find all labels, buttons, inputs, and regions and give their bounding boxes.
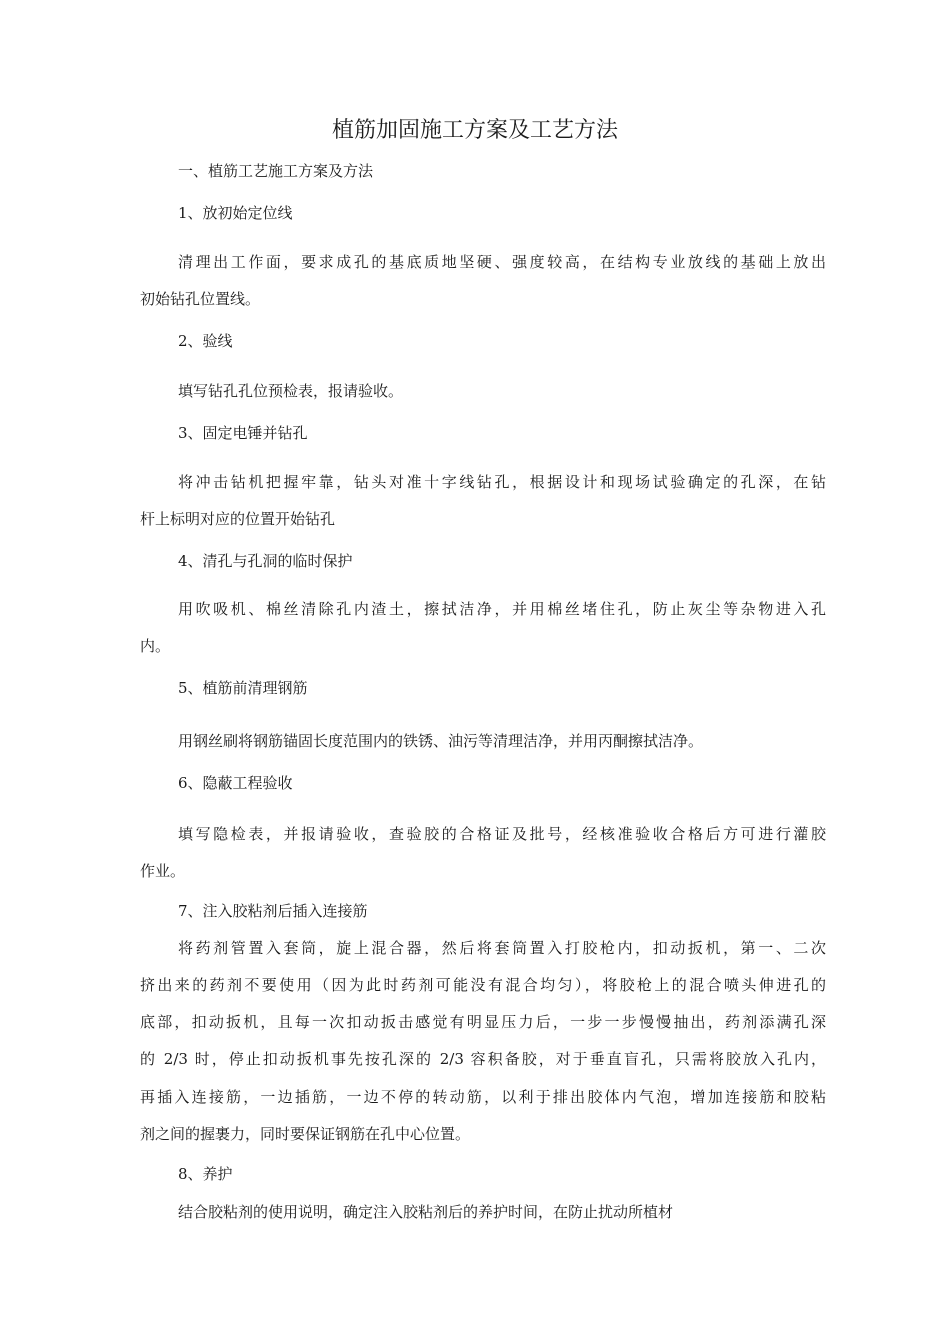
paragraph-line: 剂之间的握裹力，同时要保证钢筋在孔中心位置。 [140, 1125, 471, 1143]
step-heading: 7、注入胶粘剂后插入连接筋 [178, 902, 368, 920]
paragraph-line: 清理出工作面，要求成孔的基底质地坚硬、强度较高，在结构专业放线的基础上放出 [178, 253, 826, 271]
step-heading: 5、植筋前清理钢筋 [178, 679, 308, 697]
paragraph-line: 用钢丝刷将钢筋锚固长度范围内的铁锈、油污等清理洁净，并用丙酮擦拭洁净。 [178, 732, 704, 750]
step-heading: 8、养护 [178, 1165, 233, 1183]
paragraph-line: 将药剂管置入套筒，旋上混合器，然后将套筒置入打胶枪内，扣动扳机，第一、二次 [178, 939, 826, 957]
step-heading: 1、放初始定位线 [178, 204, 293, 222]
paragraph-line: 再插入连接筋，一边插筋，一边不停的转动筋，以利于排出胶体内气泡，增加连接筋和胶粘 [140, 1088, 826, 1106]
paragraph-line: 挤出来的药剂不要使用（因为此时药剂可能没有混合均匀），将胶枪上的混合喷头伸进孔的 [140, 976, 826, 994]
paragraph-line: 杆上标明对应的位置开始钻孔 [140, 510, 336, 528]
section-heading: 一、植筋工艺施工方案及方法 [178, 162, 374, 180]
step-heading: 3、固定电锤并钻孔 [178, 424, 308, 442]
step-heading: 2、验线 [178, 332, 233, 350]
paragraph-line: 结合胶粘剂的使用说明，确定注入胶粘剂后的养护时间，在防止扰动所植材 [178, 1203, 674, 1221]
paragraph-line: 作业。 [140, 862, 186, 880]
document-title: 植筋加固施工方案及工艺方法 [331, 118, 618, 143]
paragraph-line: 将冲击钻机把握牢靠，钻头对准十字线钻孔，根据设计和现场试验确定的孔深，在钻 [178, 473, 826, 491]
paragraph-line: 初始钻孔位置线。 [140, 290, 261, 308]
paragraph-line: 用吹吸机、棉丝清除孔内渣土，擦拭洁净，并用棉丝堵住孔，防止灰尘等杂物进入孔 [178, 600, 826, 618]
step-heading: 4、清孔与孔洞的临时保护 [178, 552, 353, 570]
paragraph-line: 内。 [140, 637, 171, 655]
paragraph-line: 填写隐检表，并报请验收，查验胶的合格证及批号，经核准验收合格后方可进行灌胶 [178, 825, 826, 843]
paragraph-line: 填写钻孔孔位预检表，报请验收。 [178, 382, 404, 400]
paragraph-line: 的 2/3 时，停止扣动扳机事先按孔深的 2/3 容积备胶，对于垂直盲孔，只需将胶放入孔内， [140, 1050, 826, 1068]
step-heading: 6、隐蔽工程验收 [178, 774, 293, 792]
paragraph-line: 底部，扣动扳机，且每一次扣动扳击感觉有明显压力后，一步一步慢慢抽出，药剂添满孔深 [140, 1013, 826, 1031]
